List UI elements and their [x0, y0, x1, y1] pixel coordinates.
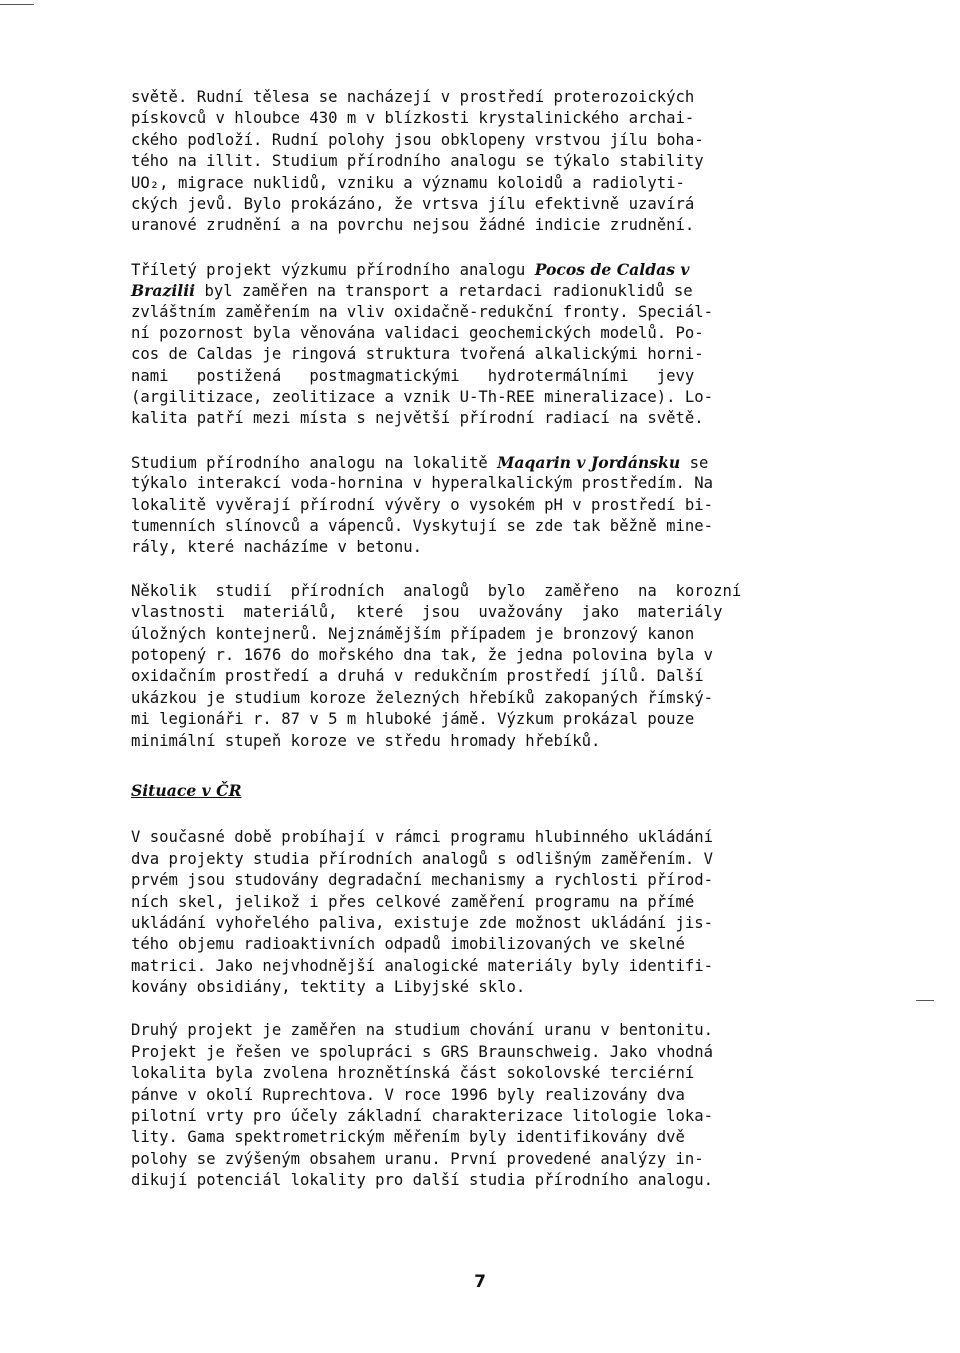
text-line	[131, 602, 831, 623]
text-line	[131, 259, 831, 280]
text-run: dva projekty studia přírodních analogů s odlišným zaměřením. V	[131, 849, 714, 868]
text-run: Několik studií přírodních analogů bylo zaměřeno na korozní	[131, 581, 742, 600]
text-run: tumenních slínovců a vápenců. Vyskytují se zde tak běžně mine-	[131, 517, 714, 536]
page-number: 7	[474, 1272, 486, 1292]
text-line	[131, 1127, 831, 1148]
text-line	[131, 537, 831, 558]
text-line	[131, 688, 831, 709]
text-line	[131, 1063, 831, 1084]
text-run: úložných kontejnerů. Nejznámějším případem je bronzový kanon	[131, 624, 695, 643]
text-line	[131, 1085, 831, 1106]
text-line	[131, 645, 831, 666]
text-run: Projekt je řešen ve spolupráci s GRS Braunschweig. Jako vhodná	[131, 1042, 714, 1061]
text-run: ní pozornost byla věnována validaci geochemických modelů. Po-	[131, 323, 704, 342]
scan-speck	[0, 4, 34, 5]
text-run: vlastnosti materiálů, které jsou uvažovány jako materiály	[131, 603, 723, 622]
text-line	[131, 934, 831, 955]
emphasized-text: Brazilii	[131, 281, 196, 301]
text-line	[131, 323, 831, 344]
section-heading-text: Situace v ČR	[131, 780, 242, 800]
text-run: lokalita byla zvolena hroznětínská část sokolovské terciérní	[131, 1064, 695, 1083]
text-run: ukládání vyhořelého paliva, existuje zde možnost ukládání jis-	[131, 913, 714, 932]
emphasized-text: Maqarin v Jordánsku	[497, 452, 681, 472]
text-run: matrici. Jako nejvhodnější analogické materiály byly identifi-	[131, 956, 714, 975]
text-run: kalita patří mezi místa s největší přírodní radiací na světě.	[131, 409, 704, 428]
text-line	[131, 130, 831, 151]
text-run: rály, které nacházíme v betonu.	[131, 538, 423, 557]
text-run: (argilitizace, zeolitizace a vznik U-Th-REE mineralizace). Lo-	[131, 388, 714, 407]
text-run: Studium přírodního analogu na lokalitě	[131, 453, 498, 472]
text-line	[131, 452, 831, 473]
text-line	[131, 581, 831, 602]
text-run: se	[680, 453, 709, 472]
text-run: týkalo interakcí voda-hornina v hyperalkalickým prostředím. Na	[131, 474, 714, 493]
text-line	[131, 956, 831, 977]
text-line	[131, 1106, 831, 1127]
text-run: oxidačním prostředí a druhá v redukčním prostředí jílů. Další	[131, 667, 704, 686]
text-line	[131, 1042, 831, 1063]
text-line	[131, 302, 831, 323]
text-line	[131, 344, 831, 365]
text-line	[131, 1170, 831, 1191]
text-run: V současné době probíhají v rámci programu hlubinného ukládání	[131, 828, 714, 847]
text-line	[131, 151, 831, 172]
text-line	[131, 624, 831, 645]
document-page	[131, 87, 831, 1214]
text-run: uranové zrudnění a na povrchu nejsou žádné indicie zrudnění.	[131, 216, 695, 235]
text-run: ckých jevů. Bylo prokázáno, že vrtsva jílu efektivně uzavírá	[131, 194, 695, 213]
text-line	[131, 215, 831, 236]
text-line	[131, 1149, 831, 1170]
text-line	[131, 977, 831, 998]
body-text-before-heading	[131, 87, 831, 752]
text-run: ukázkou je studium koroze železných hřebíků zakopaných římský-	[131, 688, 714, 707]
text-line	[131, 731, 831, 752]
paragraph	[131, 259, 831, 430]
text-line	[131, 173, 831, 194]
paragraph	[131, 581, 831, 752]
text-run: lokalitě vyvěrají přírodní vývěry o vysokém pH v prostředí bi-	[131, 495, 714, 514]
paragraph	[131, 1020, 831, 1191]
paragraph	[131, 452, 831, 559]
text-run: polohy se zvýšeným obsahem uranu. První provedené analýzy in-	[131, 1149, 704, 1168]
text-run: prvém jsou studovány degradační mechanismy a rychlosti přírod-	[131, 871, 714, 890]
text-run: Druhý projekt je zaměřen na studium chování uranu v bentonitu.	[131, 1021, 714, 1040]
text-line	[131, 280, 831, 301]
text-line	[131, 892, 831, 913]
text-run: kovány obsidiány, tektity a Libyjské sklo.	[131, 978, 526, 997]
text-line	[131, 666, 831, 687]
text-run: minimální stupeň koroze ve středu hromady hřebíků.	[131, 731, 601, 750]
paragraph	[131, 827, 831, 998]
text-run: pískovců v hloubce 430 m v blízkosti krystalinického archai-	[131, 109, 695, 128]
text-run: potopený r. 1676 do mořského dna tak, že jedna polovina byla v	[131, 645, 714, 664]
text-line	[131, 1020, 831, 1041]
text-line	[131, 473, 831, 494]
text-run: světě. Rudní tělesa se nacházejí v prostředí proterozoických	[131, 88, 695, 106]
scan-speck	[916, 1000, 934, 1001]
body-text-after-heading	[131, 827, 831, 1191]
section-heading	[131, 780, 831, 801]
text-line	[131, 387, 831, 408]
text-line	[131, 194, 831, 215]
text-run: pánve v okolí Ruprechtova. V roce 1996 byly realizovány dva	[131, 1085, 685, 1104]
text-run: lity. Gama spektrometrickým měřením byly identifikovány dvě	[131, 1128, 685, 1147]
text-run: UO₂, migrace nuklidů, vzniku a významu koloidů a radiolyti-	[131, 173, 685, 192]
text-run: mi legionáři r. 87 v 5 m hluboké jámě. Výzkum prokázal pouze	[131, 710, 695, 729]
text-run: tého objemu radioaktivních odpadů imobilizovaných ve skelné	[131, 935, 685, 954]
text-run: ckého podloží. Rudní polohy jsou obklopeny vrstvou jílu boha-	[131, 130, 704, 149]
text-line	[131, 516, 831, 537]
text-line	[131, 827, 831, 848]
text-run: cos de Caldas je ringová struktura tvořená alkalickými horni-	[131, 345, 704, 364]
text-run: nami postižená postmagmatickými hydrotermálními jevy	[131, 366, 695, 385]
text-run: ních skel, jelikož i přes celkové zaměření programu na přímé	[131, 892, 695, 911]
text-run: tého na illit. Studium přírodního analogu se týkalo stability	[131, 152, 704, 171]
text-line	[131, 870, 831, 891]
emphasized-text: Pocos de Caldas v	[534, 259, 690, 279]
text-line	[131, 709, 831, 730]
text-line	[131, 366, 831, 387]
text-run: dikují potenciál lokality pro další studia přírodního analogu.	[131, 1171, 714, 1190]
text-line	[131, 913, 831, 934]
text-run: zvláštním zaměřením na vliv oxidačně-redukční fronty. Speciál-	[131, 302, 714, 321]
text-line	[131, 495, 831, 516]
text-line	[131, 849, 831, 870]
text-line	[131, 408, 831, 429]
text-line	[131, 108, 831, 129]
text-run: pilotní vrty pro účely základní charakterizace litologie loka-	[131, 1107, 714, 1126]
text-run: Tříletý projekt výzkumu přírodního analogu	[131, 260, 535, 279]
paragraph	[131, 87, 831, 237]
text-line	[131, 87, 831, 108]
text-run: byl zaměřen na transport a retardaci radionuklidů se	[195, 282, 693, 301]
